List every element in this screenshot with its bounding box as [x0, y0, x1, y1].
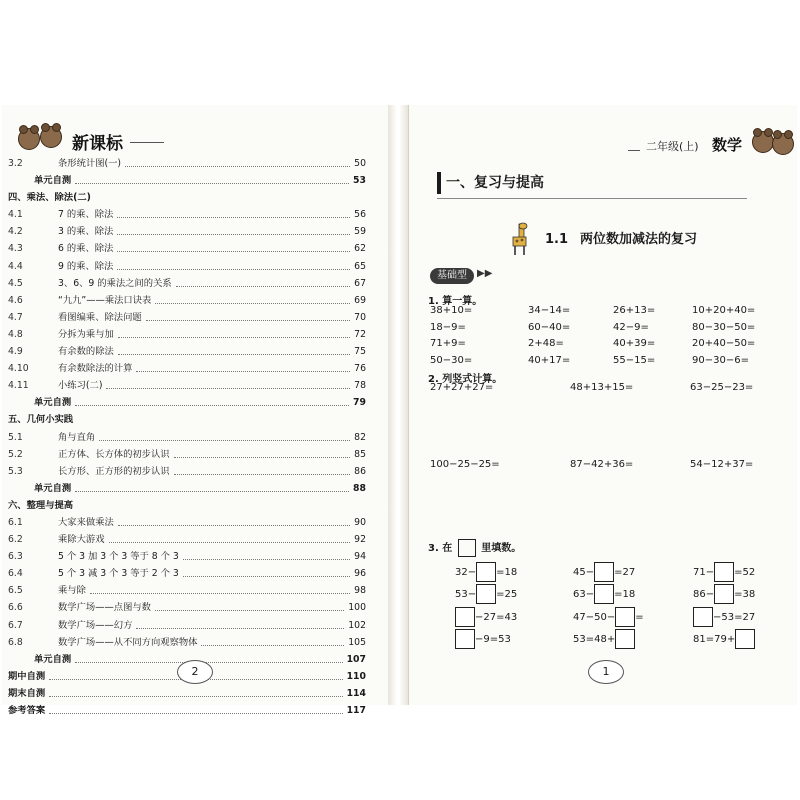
- toc-row: [8, 429, 374, 446]
- level-tag: 基础型: [430, 268, 474, 284]
- fill-in-problem: [455, 584, 517, 604]
- question-1-title: 1. 算一算。: [428, 296, 483, 307]
- toc-item-title: “九九”——乘法口诀表: [58, 294, 152, 306]
- toc-page-number: 69: [354, 294, 366, 306]
- equation: 40+39=: [613, 338, 656, 349]
- toc-page-number: 62: [354, 243, 366, 255]
- toc-item-title: 分拆为乘与加: [58, 328, 114, 340]
- toc-item-number: 4.11: [8, 380, 29, 392]
- toc-section-title: 参考答案: [8, 705, 46, 716]
- vertical-calc-problem: 63−25−23=: [690, 382, 754, 393]
- toc-page-number: 117: [346, 705, 366, 716]
- equation-left: 53−: [455, 589, 477, 601]
- toc-leader: [106, 388, 350, 389]
- toc-item-number: 6.7: [8, 619, 23, 631]
- toc-row: [8, 394, 374, 411]
- toc-leader: [49, 696, 342, 697]
- toc-leader: [117, 217, 350, 218]
- toc-page-number: 100: [348, 602, 366, 614]
- toc-row: [8, 223, 374, 240]
- toc-item-number: 4.10: [8, 363, 29, 375]
- toc-leader: [118, 337, 350, 338]
- lesson-title: 两位数加减法的复习: [580, 232, 698, 247]
- equation: 55−15=: [613, 354, 656, 366]
- toc-unit-test: 单元自测: [34, 653, 72, 665]
- answer-box[interactable]: [714, 562, 734, 582]
- fill-in-problem: [573, 607, 644, 627]
- toc-item-number: 6.5: [8, 585, 23, 597]
- toc-row: [8, 497, 374, 514]
- equation: 2+48=: [528, 338, 564, 349]
- equation-left: 81=79+: [693, 633, 736, 645]
- toc-item-title: 3 的乘、除法: [58, 226, 114, 238]
- toc-item-title: 数学广场——从不同方向观察物体: [58, 636, 198, 648]
- answer-box[interactable]: [476, 562, 496, 582]
- toc-item-number: 4.6: [8, 294, 23, 306]
- toc-row: [8, 446, 374, 463]
- toc-page-number: 78: [354, 380, 366, 392]
- header-rule: [628, 150, 640, 151]
- toc-item-number: 4.2: [8, 226, 23, 238]
- question-2-title: 2. 列竖式计算。: [428, 374, 503, 385]
- toc-item-title: 有余数的除法: [58, 346, 114, 358]
- toc-page-number: 70: [354, 311, 366, 323]
- toc-row: [8, 275, 374, 292]
- toc-page-number: 82: [354, 431, 366, 443]
- toc-row: [8, 548, 374, 565]
- fill-in-problem: [693, 607, 755, 627]
- toc-page-number: 53: [353, 175, 366, 187]
- toc-page-number: 75: [354, 346, 366, 358]
- toc-leader: [155, 610, 344, 611]
- toc-page-number: 92: [354, 534, 366, 546]
- toc-row: [8, 172, 374, 189]
- toc-page-number: 114: [346, 687, 366, 699]
- toc-item-title: 条形统计图(一): [58, 158, 122, 169]
- toc-item-number: 6.6: [8, 602, 23, 614]
- toc-item-title: 小练习(二): [58, 380, 103, 392]
- fill-in-problem: [693, 629, 755, 649]
- toc-row: [8, 565, 374, 582]
- toc-row: [8, 634, 374, 651]
- toc-leader: [75, 405, 349, 406]
- toc-leader: [174, 457, 351, 458]
- toc-row: [8, 702, 374, 719]
- toc-item-number: 4.1: [8, 209, 23, 221]
- equation-right: −9=53: [475, 633, 511, 645]
- toc-leader: [99, 440, 350, 441]
- equation: 34−14=: [528, 305, 571, 316]
- toc-item-title: 乘与除: [58, 585, 86, 597]
- toc-item-number: 5.3: [8, 465, 23, 477]
- equation: 60−40=: [528, 321, 571, 333]
- toc-item-title: 乘除大游戏: [58, 534, 105, 546]
- toc-leader: [117, 251, 350, 252]
- answer-box[interactable]: [476, 584, 496, 604]
- toc-leader: [136, 628, 344, 629]
- fill-in-problem: [693, 562, 755, 582]
- toc-row: [8, 480, 374, 497]
- giraffe-icon: [510, 222, 530, 256]
- toc-page-number: 59: [354, 226, 366, 238]
- equation-right: −53=27: [713, 611, 756, 623]
- equation-right: =18: [496, 567, 518, 578]
- toc-leader: [118, 354, 350, 355]
- toc-item-title: 6 的乘、除法: [58, 243, 114, 255]
- lesson-heading: [545, 228, 697, 247]
- toc-leader: [117, 269, 350, 270]
- question-3-title-end: 里填数。: [481, 543, 522, 554]
- toc-item-title: 5 个 3 加 3 个 3 等于 8 个 3: [58, 551, 179, 563]
- toc-page-number: 79: [353, 397, 366, 409]
- toc-page-number: 72: [354, 328, 366, 340]
- equation: 42−9=: [613, 321, 649, 333]
- toc-leader: [176, 286, 350, 287]
- toc-page-number: 50: [354, 158, 366, 169]
- toc-item-title: 角与直角: [58, 431, 96, 443]
- toc-item-title: 正方体、长方体的初步认识: [58, 448, 170, 460]
- toc-row: [8, 326, 374, 343]
- toc-page-number: 105: [348, 636, 366, 648]
- toc-leader: [117, 234, 350, 235]
- toc-unit-test: 单元自测: [34, 482, 72, 494]
- equation-left: 32−: [455, 567, 477, 578]
- arrow-icon: ▶▶: [477, 268, 493, 279]
- toc-page-number: 96: [354, 568, 366, 580]
- equation-right: =52: [734, 567, 756, 578]
- subject-title: 数学: [712, 136, 743, 154]
- fill-in-problem: [693, 584, 755, 604]
- fill-in-problem: [455, 607, 517, 627]
- toc-page-number: 86: [354, 465, 366, 477]
- equation-right: =25: [496, 589, 518, 601]
- toc-item-number: 6.2: [8, 534, 23, 546]
- answer-box[interactable]: [594, 584, 614, 604]
- toc-row: [8, 240, 374, 257]
- toc-page-number: 65: [354, 260, 366, 272]
- toc-page-number: 85: [354, 448, 366, 460]
- equation-left: 63−: [573, 589, 595, 601]
- toc-row: [8, 155, 374, 172]
- series-title: 新课标: [72, 134, 123, 154]
- toc-leader: [146, 320, 350, 321]
- page-number-left: 2: [177, 660, 213, 684]
- equation-left: 71−: [693, 567, 715, 578]
- equation-left: 86−: [693, 589, 715, 601]
- toc-leader: [109, 542, 351, 543]
- grade-label: 二年级(上): [646, 140, 699, 153]
- toc-unit-test: 单元自测: [34, 397, 72, 409]
- toc-row: [8, 411, 374, 428]
- toc-row: [8, 360, 374, 377]
- toc-page-number: 88: [353, 482, 366, 494]
- page-number-right: 1: [588, 660, 624, 684]
- toc-row: [8, 617, 374, 634]
- toc-row: [8, 463, 374, 480]
- toc-item-title: 7 的乘、除法: [58, 209, 114, 221]
- equation-right: =27: [614, 567, 636, 578]
- toc-section-title: 期中自测: [8, 670, 46, 682]
- toc-row: [8, 685, 374, 702]
- toc-page-number: 110: [346, 670, 366, 682]
- toc-leader: [75, 183, 349, 184]
- equation-left: 53=48+: [573, 633, 616, 645]
- toc-row: [8, 599, 374, 616]
- vertical-calc-problem: 27+27+27=: [430, 382, 494, 393]
- header-rule: [130, 142, 164, 143]
- fill-in-problem: [455, 562, 517, 582]
- toc-leader: [75, 491, 349, 492]
- equation: 26+13=: [613, 305, 656, 316]
- section-divider: [437, 198, 747, 199]
- question-3-title: [428, 539, 521, 557]
- toc-item-number: 5.1: [8, 431, 23, 443]
- section-bar: [437, 172, 441, 194]
- toc-page-number: 98: [354, 585, 366, 597]
- toc-row: [8, 292, 374, 309]
- toc-page-number: 94: [354, 551, 366, 563]
- toc-item-number: 4.4: [8, 260, 23, 272]
- toc-leader: [183, 576, 350, 577]
- bear-icon: [772, 133, 794, 155]
- toc-page-number: 76: [354, 363, 366, 375]
- toc-item-number: 6.8: [8, 636, 23, 648]
- toc-row: [8, 258, 374, 275]
- toc-row: [8, 189, 374, 206]
- toc-leader: [201, 645, 344, 646]
- answer-box[interactable]: [714, 584, 734, 604]
- toc-row: [8, 582, 374, 599]
- toc-item-number: 6.3: [8, 551, 23, 563]
- lesson-number: 1.1: [545, 232, 569, 247]
- toc-leader: [183, 559, 350, 560]
- equation-left: 45−: [573, 567, 595, 578]
- toc-row: [8, 206, 374, 223]
- equation: 90−30−6=: [692, 354, 749, 366]
- book-spine: [388, 105, 408, 705]
- equation-right: =18: [614, 589, 636, 601]
- toc-leader: [49, 713, 342, 714]
- vertical-calc-problem: 54−12+37=: [690, 459, 754, 470]
- toc-leader: [136, 371, 350, 372]
- vertical-calc-problem: 100−25−25=: [430, 459, 500, 470]
- equation-right: =: [635, 611, 644, 623]
- answer-box-sample: [458, 539, 476, 557]
- toc-page-number: 90: [354, 516, 366, 528]
- section-title: 一、复习与提高: [446, 175, 544, 191]
- bear-icon: [18, 128, 40, 150]
- toc-section-title: 期末自测: [8, 687, 46, 699]
- toc-item-title: 5 个 3 减 3 个 3 等于 2 个 3: [58, 568, 179, 580]
- equation: 10+20+40=: [692, 305, 756, 316]
- table-of-contents: [8, 155, 374, 719]
- answer-box[interactable]: [615, 629, 635, 649]
- toc-item-title: 数学广场——幻方: [58, 619, 133, 631]
- equation: 20+40−50=: [692, 338, 756, 349]
- toc-unit-test: 单元自测: [34, 175, 72, 187]
- toc-leader: [90, 593, 350, 594]
- answer-box[interactable]: [455, 629, 475, 649]
- equation: 50−30=: [430, 354, 473, 366]
- vertical-calc-problem: 48+13+15=: [570, 382, 634, 393]
- equation: 71+9=: [430, 338, 466, 349]
- equation: 18−9=: [430, 321, 466, 333]
- toc-item-title: 有余数除法的计算: [58, 363, 133, 375]
- fill-in-problem: [573, 584, 635, 604]
- bear-icon: [40, 126, 62, 148]
- toc-leader: [174, 474, 351, 475]
- answer-box[interactable]: [735, 629, 755, 649]
- answer-box[interactable]: [594, 562, 614, 582]
- toc-row: [8, 309, 374, 326]
- toc-item-title: 9 的乘、除法: [58, 260, 114, 272]
- toc-page-number: 56: [354, 209, 366, 221]
- toc-item-number: 4.5: [8, 277, 23, 289]
- toc-page-number: 102: [348, 619, 366, 631]
- equation-right: =38: [734, 589, 756, 601]
- toc-row: [8, 343, 374, 360]
- toc-item-number: 5.2: [8, 448, 23, 460]
- toc-item-number: 6.4: [8, 568, 23, 580]
- toc-item-number: 6.1: [8, 516, 23, 528]
- toc-item-title: 数学广场——点图与数: [58, 602, 151, 614]
- toc-item-title: 大家来做乘法: [58, 516, 114, 528]
- toc-item-number: 3.2: [8, 158, 23, 169]
- toc-row: [8, 377, 374, 394]
- question-3-title-start: 3. 在: [428, 543, 453, 554]
- toc-item-number: 4.9: [8, 346, 23, 358]
- equation-right: −27=43: [475, 611, 518, 623]
- toc-section-title: 四、乘法、除法(二): [8, 192, 91, 204]
- toc-item-title: 3、6、9 的乘法之间的关系: [58, 277, 172, 289]
- toc-section-title: 六、整理与提高: [8, 499, 74, 511]
- toc-item-number: 4.8: [8, 328, 23, 340]
- fill-in-problem: [573, 629, 635, 649]
- toc-row: [8, 531, 374, 548]
- toc-row: [8, 514, 374, 531]
- toc-leader: [75, 662, 342, 663]
- toc-leader: [118, 525, 350, 526]
- toc-item-number: 4.3: [8, 243, 23, 255]
- toc-section-title: 五、几何小实践: [8, 414, 74, 426]
- toc-page-number: 107: [346, 653, 366, 665]
- answer-box[interactable]: [615, 607, 635, 627]
- fill-in-problem: [455, 629, 511, 649]
- bear-icon: [752, 131, 774, 153]
- answer-box[interactable]: [455, 607, 475, 627]
- toc-item-number: 4.7: [8, 311, 23, 323]
- toc-leader: [125, 166, 350, 167]
- equation: 40+17=: [528, 354, 571, 366]
- fill-in-problem: [573, 562, 635, 582]
- toc-item-title: 看图编乘、除法问题: [58, 311, 142, 323]
- toc-item-title: 长方形、正方形的初步认识: [58, 465, 170, 477]
- toc-leader: [155, 303, 350, 304]
- equation: 80−30−50=: [692, 321, 756, 333]
- toc-page-number: 67: [354, 277, 366, 289]
- vertical-calc-problem: 87−42+36=: [570, 459, 634, 470]
- equation: 38+10=: [430, 305, 473, 316]
- answer-box[interactable]: [693, 607, 713, 627]
- equation-left: 47−50−: [573, 611, 616, 623]
